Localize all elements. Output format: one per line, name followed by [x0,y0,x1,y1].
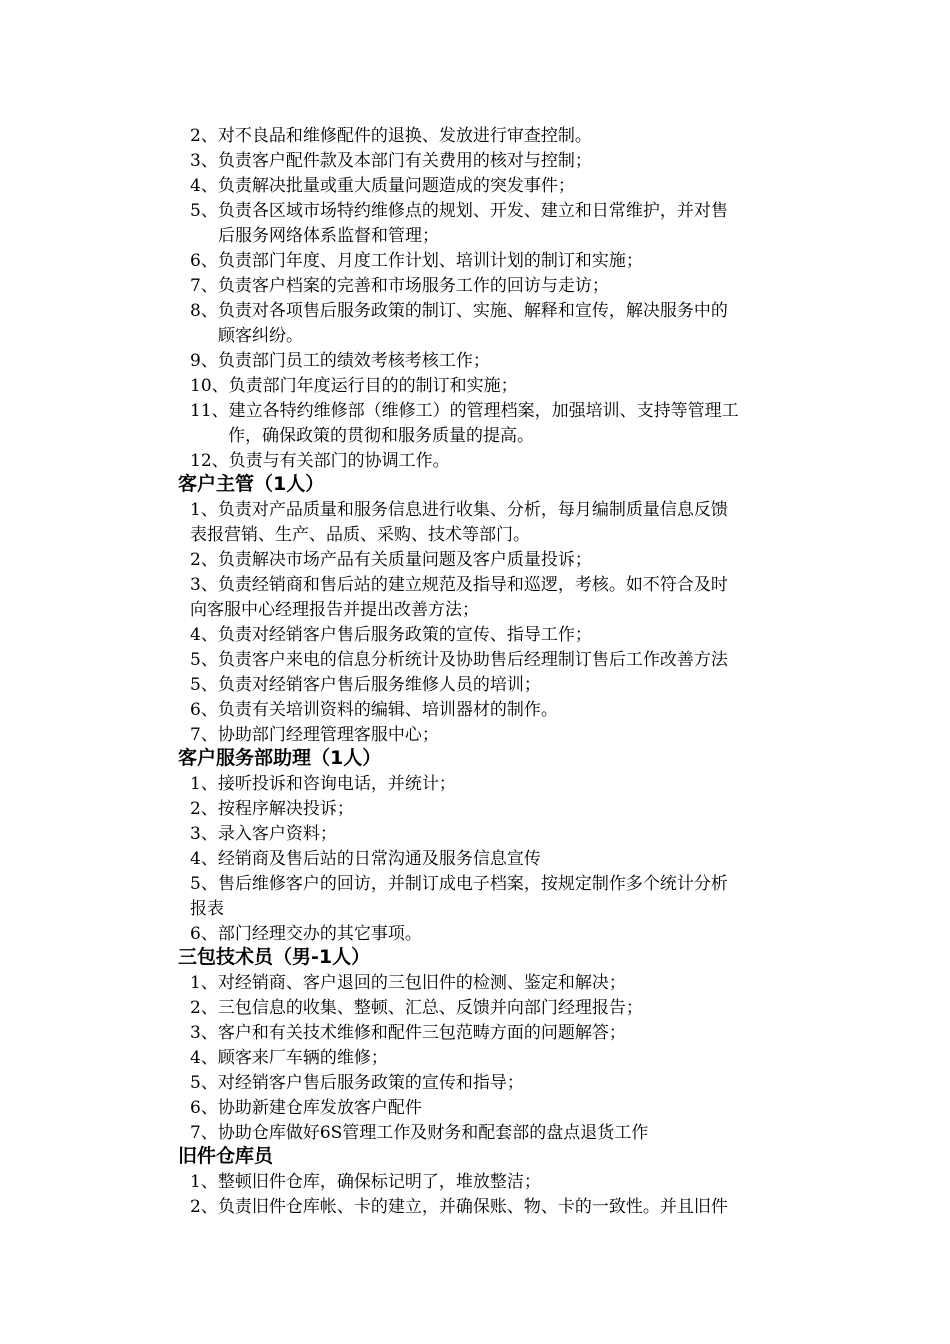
list-item: 4、顾客来厂车辆的维修； [190,1048,388,1068]
list-item: 10、负责部门年度运行目的的制订和实施； [190,376,518,396]
list-item: 1、负责对产品质量和服务信息进行收集、分析，每月编制质量信息反馈 [190,500,728,520]
list-item: 4、经销商及售后站的日常沟通及服务信息宣传 [190,849,541,869]
list-item: 5、负责对经销客户售后服务维修人员的培训； [190,675,541,695]
list-item-continuation: 表报营销、生产、品质、采购、技术等部门。 [190,525,530,545]
list-item: 5、对经销客户售后服务政策的宣传和指导； [190,1073,524,1093]
section-heading: 客户主管（1人） [178,473,325,495]
list-item-continuation: 作，确保政策的贯彻和服务质量的提高。 [228,426,534,446]
list-item: 11、建立各特约维修部（维修工）的管理档案，加强培训、支持等管理工 [190,401,739,421]
list-item: 9、负责部门员工的绩效考核考核工作； [190,351,490,371]
section-heading: 三包技术员（男-1人） [178,946,371,968]
list-item: 7、协助部门经理管理客服中心； [190,725,439,745]
list-item: 2、负责旧件仓库帐、卡的建立，并确保账、物、卡的一致性。并且旧件 [190,1197,728,1217]
list-item: 8、负责对各项售后服务政策的制订、实施、解释和宣传，解决服务中的 [190,301,728,321]
list-item: 2、按程序解决投诉； [190,799,354,819]
list-item: 5、负责各区域市场特约维修点的规划、开发、建立和日常维护，并对售 [190,201,728,221]
section-heading: 旧件仓库员 [178,1145,274,1167]
list-item: 2、负责解决市场产品有关质量问题及客户质量投诉； [190,550,592,570]
list-item: 1、对经销商、客户退回的三包旧件的检测、鉴定和解决； [190,973,626,993]
list-item: 1、整顿旧件仓库，确保标记明了，堆放整洁； [190,1172,541,1192]
list-item: 1、接听投诉和咨询电话，并统计； [190,774,456,794]
list-item-continuation: 向客服中心经理报告并提出改善方法； [190,600,479,620]
list-item: 4、负责对经销客户售后服务政策的宣传、指导工作； [190,625,592,645]
list-item-continuation: 顾客纠纷。 [218,326,303,346]
list-item: 6、负责部门年度、月度工作计划、培训计划的制订和实施； [190,251,643,271]
list-item: 5、负责客户来电的信息分析统计及协助售后经理制订售后工作改善方法 [190,650,728,670]
list-item: 6、部门经理交办的其它事项。 [190,924,422,944]
list-item: 7、协助仓库做好6S管理工作及财务和配套部的盘点退货工作 [190,1123,649,1143]
list-item: 2、对不良品和维修配件的退换、发放进行审查控制。 [190,126,592,146]
list-item: 3、录入客户资料； [190,824,337,844]
list-item: 12、负责与有关部门的协调工作。 [190,451,450,471]
list-item: 3、负责经销商和售后站的建立规范及指导和巡逻，考核。如不符合及时 [190,575,728,595]
list-item: 6、负责有关培训资料的编辑、培训器材的制作。 [190,700,558,720]
list-item: 2、三包信息的收集、整顿、汇总、反馈并向部门经理报告； [190,998,643,1018]
list-item: 3、客户和有关技术维修和配件三包范畴方面的问题解答； [190,1023,626,1043]
list-item: 5、售后维修客户的回访，并制订成电子档案，按规定制作多个统计分析 [190,874,728,894]
list-item: 6、协助新建仓库发放客户配件 [190,1098,422,1118]
section-heading: 客户服务部助理（1人） [178,747,382,769]
list-item: 3、负责客户配件款及本部门有关费用的核对与控制； [190,151,592,171]
list-item: 4、负责解决批量或重大质量问题造成的突发事件； [190,176,575,196]
list-item-continuation: 报表 [190,899,224,919]
list-item: 7、负责客户档案的完善和市场服务工作的回访与走访； [190,276,609,296]
list-item-continuation: 后服务网络体系监督和管理； [218,226,439,246]
